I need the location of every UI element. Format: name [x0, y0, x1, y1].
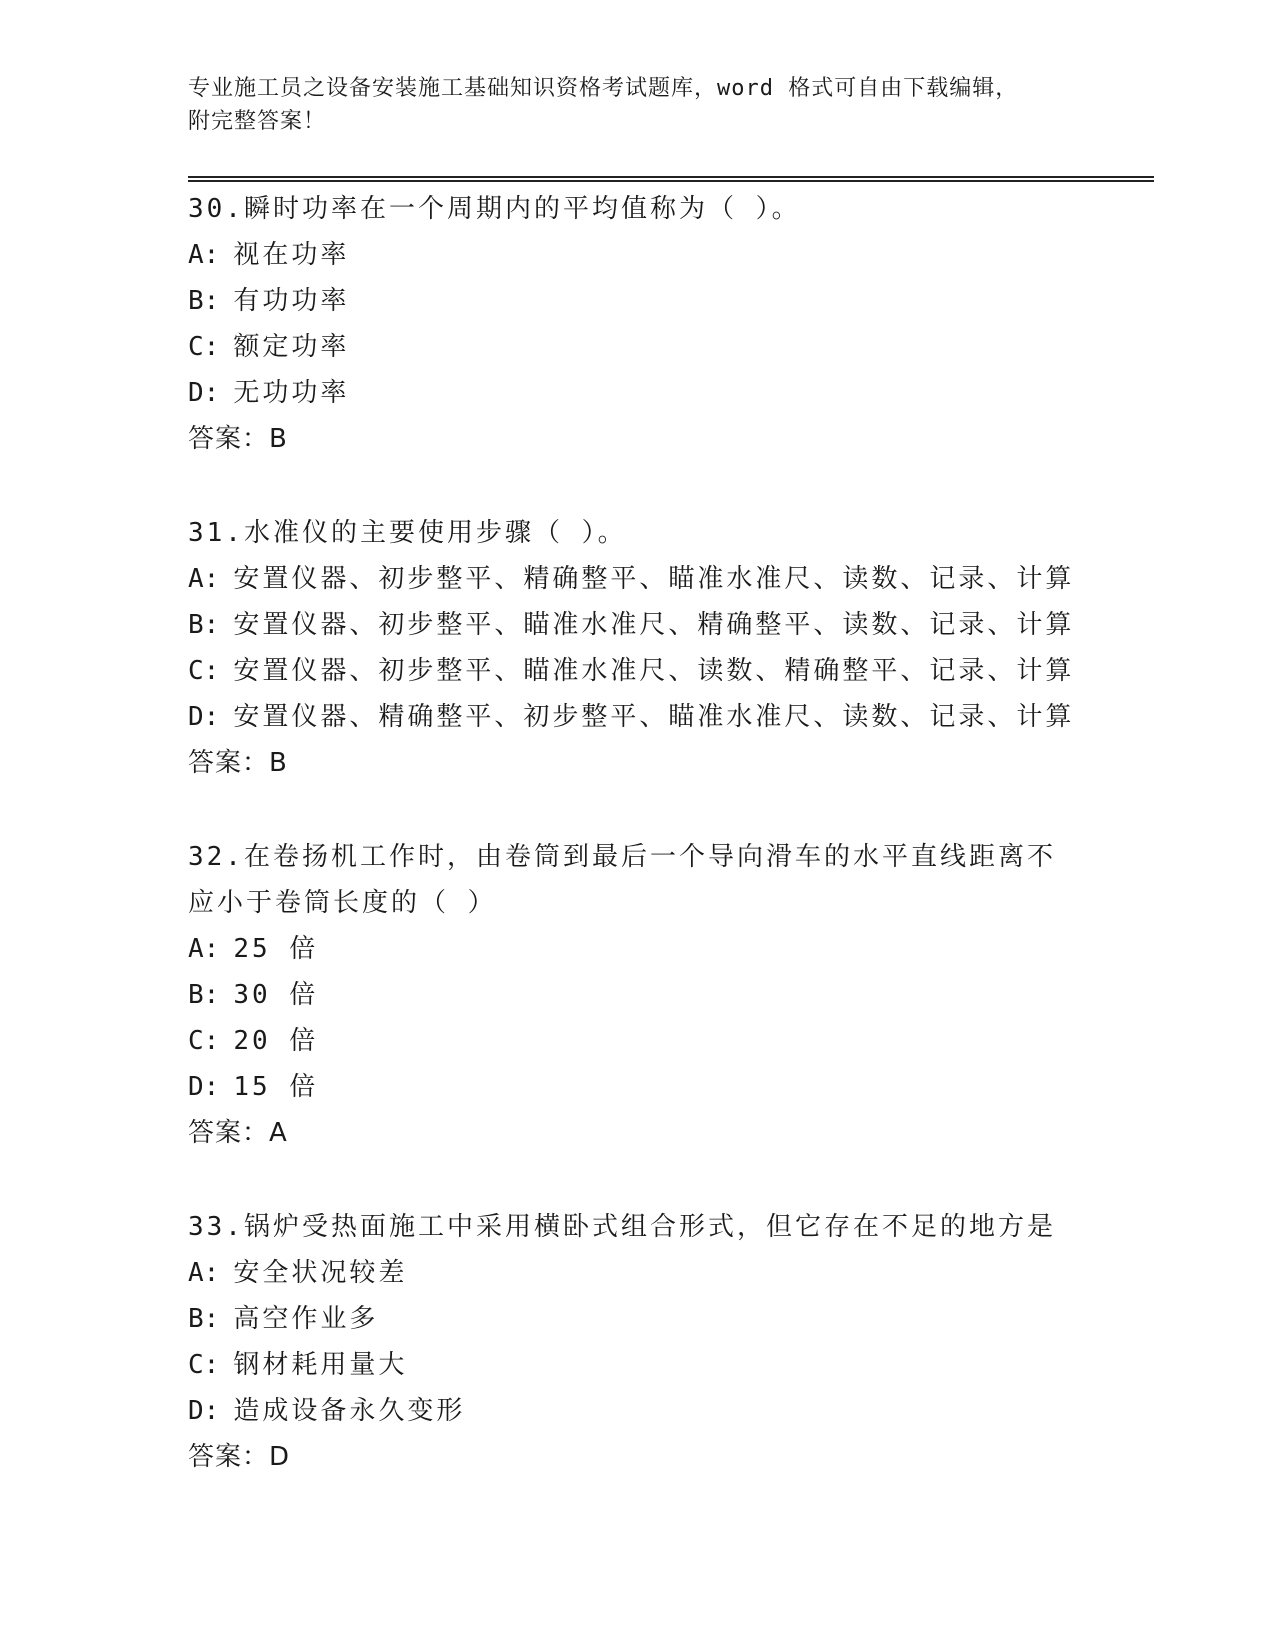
option-a — [188, 1250, 1088, 1296]
option-c — [188, 324, 1088, 370]
option-letter: A: — [188, 564, 220, 594]
option-text: 无功功率 — [233, 378, 350, 408]
question-33 — [188, 1204, 1088, 1480]
option-text: 15 倍 — [233, 1072, 319, 1102]
question-list — [188, 186, 1088, 1528]
option-a — [188, 926, 1088, 972]
option-text: 额定功率 — [233, 332, 350, 362]
option-letter: B: — [188, 286, 220, 316]
question-30 — [188, 186, 1088, 462]
option-text: 钢材耗用量大 — [233, 1350, 408, 1380]
header-divider — [188, 176, 1154, 182]
option-d — [188, 370, 1088, 416]
option-text: 安置仪器、精确整平、初步整平、瞄准水准尺、读数、记录、计算 — [233, 702, 1075, 732]
option-c — [188, 1018, 1088, 1064]
option-b — [188, 278, 1088, 324]
option-d — [188, 1388, 1088, 1434]
option-text: 安置仪器、初步整平、精确整平、瞄准水准尺、读数、记录、计算 — [233, 564, 1075, 594]
option-text: 造成设备永久变形 — [233, 1396, 466, 1426]
option-text: 视在功率 — [233, 240, 350, 270]
question-stem: 33.锅炉受热面施工中采用横卧式组合形式，但它存在不足的地方是 — [188, 1212, 1056, 1242]
option-text: 30 倍 — [233, 980, 319, 1010]
option-letter: A: — [188, 240, 220, 270]
option-letter: B: — [188, 980, 220, 1010]
answer-label: 答案：D — [188, 1442, 291, 1472]
question-32 — [188, 834, 1088, 1156]
question-stem: 30.瞬时功率在一个周期内的平均值称为（ ）。 — [188, 194, 801, 224]
question-stem: 32.在卷扬机工作时，由卷筒到最后一个导向滑车的水平直线距离不应小于卷筒长度的（ ） — [188, 842, 1056, 918]
option-letter: D: — [188, 1072, 220, 1102]
option-text: 高空作业多 — [233, 1304, 379, 1334]
option-letter: B: — [188, 610, 220, 640]
document-header — [188, 72, 1088, 138]
option-d — [188, 1064, 1088, 1110]
option-text: 安置仪器、初步整平、瞄准水准尺、读数、精确整平、记录、计算 — [233, 656, 1075, 686]
option-b — [188, 602, 1088, 648]
option-letter: A: — [188, 934, 220, 964]
option-letter: D: — [188, 702, 220, 732]
question-stem: 31.水准仪的主要使用步骤（ ）。 — [188, 518, 627, 548]
answer-label: 答案：A — [188, 1118, 288, 1148]
option-letter: C: — [188, 1350, 220, 1380]
option-a — [188, 556, 1088, 602]
option-letter: B: — [188, 1304, 220, 1334]
option-b — [188, 1296, 1088, 1342]
option-letter: C: — [188, 656, 220, 686]
option-text: 安置仪器、初步整平、瞄准水准尺、精确整平、读数、记录、计算 — [233, 610, 1075, 640]
header-line-2: 附完整答案！ — [188, 109, 327, 134]
option-b — [188, 972, 1088, 1018]
option-text: 有功功率 — [233, 286, 350, 316]
option-text: 安全状况较差 — [233, 1258, 408, 1288]
option-c — [188, 1342, 1088, 1388]
option-text: 25 倍 — [233, 934, 319, 964]
option-letter: D: — [188, 378, 220, 408]
option-letter: C: — [188, 332, 220, 362]
option-a — [188, 232, 1088, 278]
option-d — [188, 694, 1088, 740]
option-letter: D: — [188, 1396, 220, 1426]
option-letter: A: — [188, 1258, 220, 1288]
question-31 — [188, 510, 1088, 786]
header-line-1: 专业施工员之设备安装施工基础知识资格考试题库，word 格式可自由下载编辑， — [188, 76, 1019, 101]
answer-label: 答案：B — [188, 748, 288, 778]
option-letter: C: — [188, 1026, 220, 1056]
answer-label: 答案：B — [188, 424, 288, 454]
option-c — [188, 648, 1088, 694]
option-text: 20 倍 — [233, 1026, 319, 1056]
